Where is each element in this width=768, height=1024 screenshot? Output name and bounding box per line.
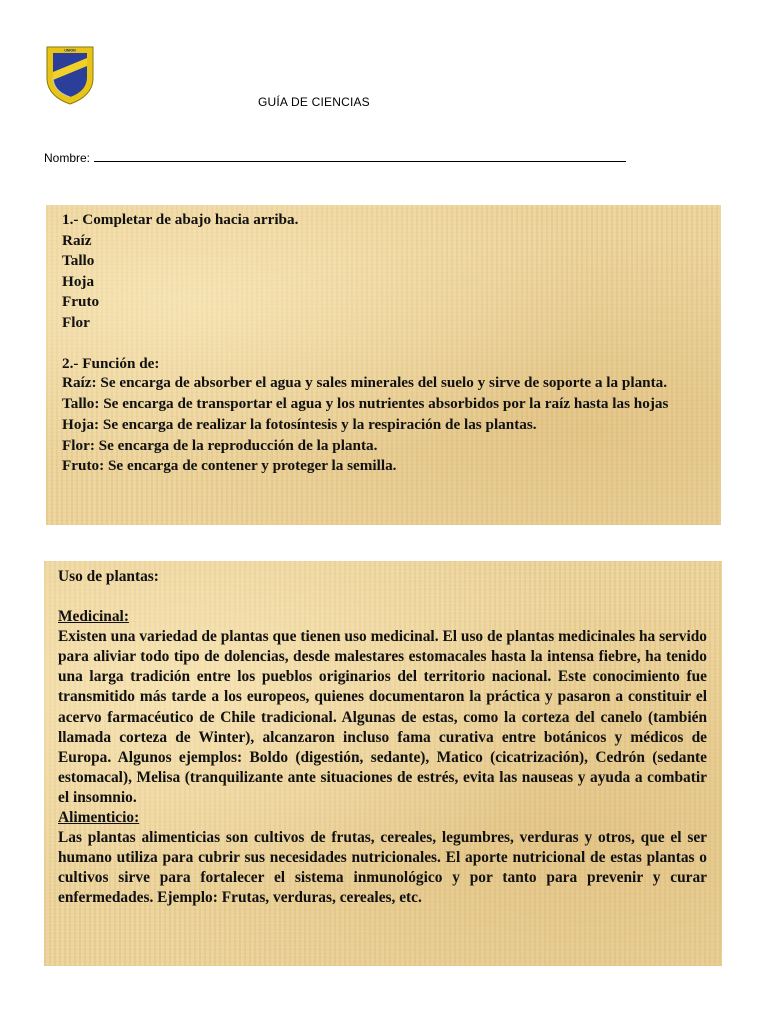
part-item: Hoja — [62, 272, 95, 290]
name-label: Nombre: — [44, 151, 91, 165]
part-item: Raíz — [62, 231, 92, 249]
function-item: Tallo: Se encarga de transportar el agua y los nutrientes absorbidos por la raíz hasta las hojas — [62, 394, 669, 412]
svg-text:UNION: UNION — [64, 48, 76, 53]
section2-heading: Uso de plantas: — [58, 568, 159, 585]
function-item: Fruto: Se encarga de contener y proteger la semilla. — [62, 457, 397, 475]
school-crest-icon — [44, 44, 96, 106]
name-field — [44, 149, 626, 165]
function-item: Hoja: Se encarga de realizar la fotosíntesis y la respiración de las plantas. — [62, 416, 537, 434]
spacer — [58, 587, 707, 607]
part-item: Flor — [62, 313, 90, 331]
food-paragraph: Las plantas alimenticias son cultivos de frutas, cereales, legumbres, verduras y otros, que el ser humano utiliza para cubrir sus necesidades nutricionales. El aporte nutricional de estas plantas o cultivos sirve para fortalecer el sistema inmunológico y por tanto para prevenir y curar enfermedades. Ejemplo: Frutas, verduras, cereales, etc. — [58, 829, 707, 907]
part-item: Tallo — [62, 252, 95, 270]
food-heading: Alimenticio: — [58, 809, 140, 827]
function-item: Raíz: Se encarga de absorber el agua y sales minerales del suelo y sirve de soporte a la planta. — [62, 374, 668, 392]
section1-heading: 1.- Completar de abajo hacia arriba. — [62, 211, 299, 228]
name-blank-line[interactable] — [94, 149, 626, 162]
spacer — [62, 334, 705, 354]
part-item: Fruto — [62, 293, 100, 311]
plant-uses-panel — [44, 561, 722, 966]
function-item: Flor: Se encarga de la reproducción de la planta. — [62, 436, 378, 454]
medicinal-paragraph: Existen una variedad de plantas que tienen uso medicinal. El uso de plantas medicinales ha servido para aliviar todo tipo de dolencias, desde malestares estomacales hasta la intensa fiebre, ha tenido una larga tradición entre los pueblos originarios del territorio nacional. Este conocimiento fue transmitido más tarde a los europeos, quienes documentaron la práctica y pasaron a constituir el acervo farmacéutico de Chile tradicional. Algunas de estas, como la corteza del canelo (también llamada corteza de Winter), alcanzaron incluso fama curativa entre botánicos y médicos de Europa. Algunos ejemplos: Boldo (digestión, sedante), Matico (cicatrización), Cedrón (sedante estomacal), Melisa (tranquilizante ante situaciones de estrés, evita las nauseas y ayuda a combatir el insomnio. — [58, 628, 707, 806]
function-heading: 2.- Función de: — [62, 354, 160, 372]
medicinal-heading: Medicinal: — [58, 608, 129, 626]
parts-and-functions-panel — [46, 205, 721, 525]
school-logo — [44, 44, 96, 106]
page-title: GUÍA DE CIENCIAS — [258, 95, 370, 109]
